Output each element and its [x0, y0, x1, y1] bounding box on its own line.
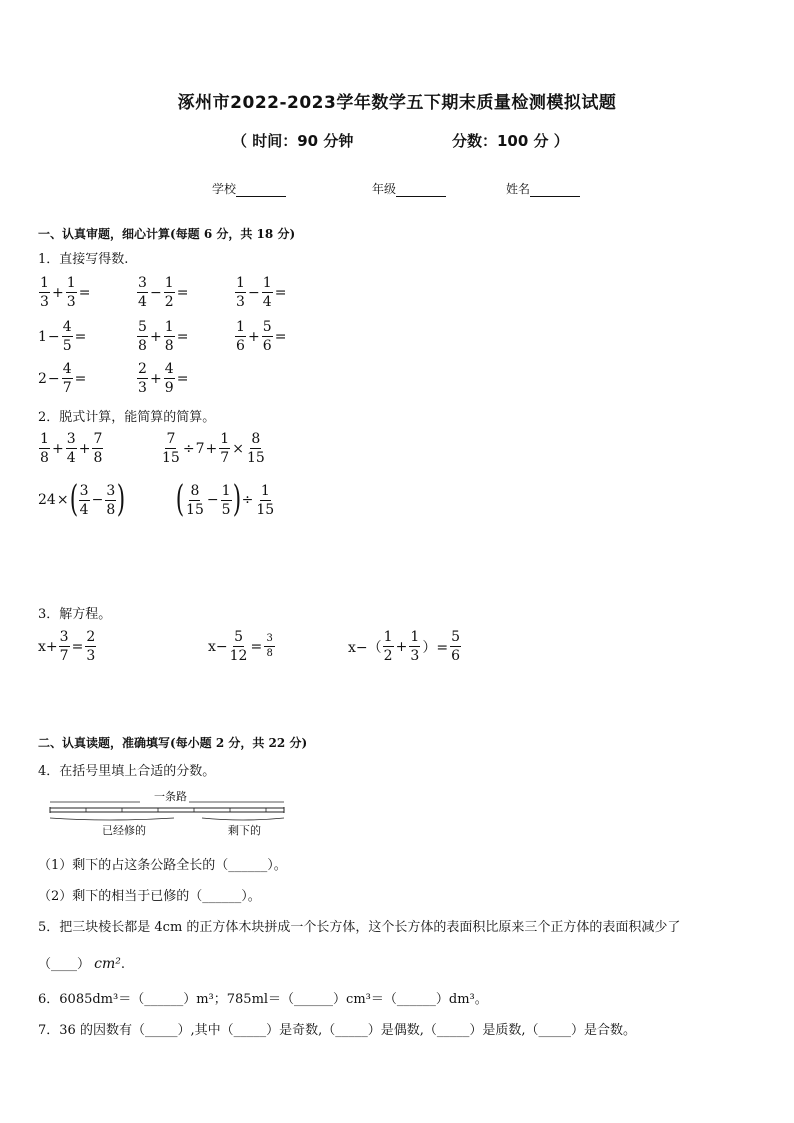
denominator: 4	[262, 294, 272, 310]
fraction	[66, 432, 77, 465]
operator: +	[205, 440, 218, 457]
operator: −	[150, 284, 162, 301]
denominator: 9	[164, 380, 174, 396]
fraction	[185, 484, 205, 517]
equals-sign: =	[74, 370, 87, 387]
numerator: 2	[138, 361, 147, 377]
number: 7	[195, 440, 205, 457]
numerator: 1	[236, 319, 245, 335]
fraction	[219, 432, 230, 465]
operator: =	[71, 638, 84, 655]
section-1-heading: 一、认真审题，细心计算(每题 6 分，共 18 分)	[38, 227, 296, 241]
number: 24	[38, 492, 56, 508]
numerator: 4	[62, 319, 72, 335]
denominator: 6	[262, 338, 272, 354]
fraction	[229, 630, 249, 663]
fraction	[39, 276, 50, 309]
denominator: 8	[93, 450, 103, 466]
operator: ÷	[182, 440, 195, 457]
done-label: 已经修的	[102, 824, 146, 837]
left-label: 剩下的	[228, 824, 261, 837]
number: 1	[38, 328, 47, 345]
grade-field	[372, 180, 446, 197]
numerator: 5	[262, 319, 272, 335]
q1-label: 1．直接写得数.	[38, 252, 129, 267]
name-blank[interactable]	[530, 184, 580, 197]
operator: −	[47, 370, 60, 387]
q2-expr-2	[160, 432, 267, 465]
fraction	[164, 276, 175, 309]
period: .	[120, 957, 126, 972]
denominator: 8	[266, 648, 273, 659]
numerator: 3	[264, 634, 275, 647]
fraction	[39, 432, 50, 465]
denominator: 5	[62, 338, 72, 354]
denominator: 6	[236, 338, 245, 354]
operator: −	[206, 492, 219, 508]
q2-label: 2．脱式计算，能简算的简算。	[38, 410, 216, 425]
grade-blank[interactable]	[396, 184, 446, 197]
q5-text: 5．把三块棱长都是 4cm 的正方体木块拼成一个长方体，这个长方体的表面积比原来三个正方体的表面积减少了	[38, 920, 681, 935]
denominator: 7	[220, 450, 230, 466]
school-field	[212, 180, 286, 197]
numerator: 2	[86, 629, 96, 645]
q1-item	[234, 320, 287, 353]
numerator: 3	[106, 482, 116, 499]
numerator: 1	[262, 275, 272, 291]
fraction	[262, 320, 273, 353]
denominator: 3	[40, 294, 49, 310]
q1-item	[38, 320, 87, 353]
right-paren: )	[117, 479, 126, 520]
operator: −	[248, 284, 260, 301]
denominator: 4	[79, 501, 89, 518]
q3-label: 3．解方程。	[38, 607, 112, 622]
fraction	[262, 276, 273, 309]
fraction	[409, 630, 420, 663]
operator: +	[52, 284, 64, 301]
q3-equation-3	[348, 630, 462, 663]
denominator: 8	[40, 450, 49, 466]
equals-sign: =	[176, 284, 189, 301]
numerator: 1	[220, 431, 230, 447]
denominator: 15	[246, 450, 265, 466]
fraction	[62, 362, 73, 395]
equals-sign: =	[274, 284, 287, 301]
denominator: 15	[256, 501, 275, 518]
equals-sign: =	[78, 284, 91, 301]
fraction	[235, 276, 246, 309]
denominator: 15	[162, 450, 180, 466]
denominator: 3	[236, 294, 245, 310]
denominator: 2	[164, 294, 174, 310]
denominator: 4	[66, 450, 76, 466]
numerator: 3	[59, 629, 69, 645]
operator: =	[250, 638, 263, 655]
operator: ×	[56, 492, 69, 508]
operator: −	[47, 328, 60, 345]
numerator: 1	[236, 275, 245, 291]
numerator: 1	[40, 275, 49, 291]
fraction	[255, 484, 275, 517]
left-paren: (	[69, 479, 78, 520]
denominator: 8	[164, 338, 174, 354]
numerator: 1	[40, 431, 49, 447]
operator: ）=	[422, 639, 449, 656]
road-label: 一条路	[154, 790, 187, 803]
name-label: 姓名	[506, 182, 531, 196]
operator: ÷	[241, 492, 254, 508]
grade-label: 年级	[372, 182, 397, 196]
equals-sign: =	[74, 328, 87, 345]
q3-equation-2	[208, 630, 276, 663]
numerator: 3	[79, 482, 89, 499]
numerator: 5	[138, 319, 147, 335]
numerator: 7	[166, 431, 176, 447]
operator: +	[52, 440, 64, 457]
denominator: 3	[66, 294, 76, 310]
numerator: 1	[66, 275, 76, 291]
fraction	[161, 432, 181, 465]
fraction	[137, 276, 148, 309]
right-paren: )	[232, 479, 241, 520]
denominator: 8	[138, 338, 147, 354]
numerator: 1	[164, 319, 174, 335]
q7-text: 7．36 的因数有（_____）,其中（_____）是奇数,（_____）是偶数,（_____）是质数,（_____）是合数。	[38, 1023, 636, 1038]
numerator: 1	[260, 482, 270, 499]
q5-answer-line	[38, 953, 125, 972]
q2-expr-3	[38, 479, 126, 520]
q4-label: 4．在括号里填上合适的分数。	[38, 764, 216, 779]
denominator: 8	[106, 501, 116, 518]
numerator: 4	[164, 361, 174, 377]
operator: −	[91, 492, 104, 508]
numerator: 5	[234, 629, 243, 645]
fraction	[246, 432, 266, 465]
q1-item	[38, 362, 87, 395]
fraction	[92, 432, 103, 465]
number: 2	[38, 370, 47, 387]
q5-blank[interactable]: （____）	[38, 957, 91, 972]
fraction	[264, 634, 275, 659]
fraction	[137, 362, 148, 395]
q6-text: 6．6085dm³＝（______）m³；785ml＝（______）cm³＝（______）dm³。	[38, 992, 488, 1007]
numerator: 7	[93, 431, 103, 447]
school-blank[interactable]	[236, 184, 286, 197]
fraction	[164, 320, 175, 353]
score-label: 分数：100 分 ）	[452, 132, 569, 150]
numerator: 1	[164, 275, 174, 291]
operator: +	[150, 328, 162, 345]
q4-sub-1: （1）剩下的占这条公路全长的（______）。	[38, 858, 287, 873]
denominator: 5	[221, 501, 231, 518]
fraction	[79, 484, 90, 517]
numerator: 3	[66, 431, 76, 447]
numerator: 3	[138, 275, 147, 291]
numerator: 5	[451, 629, 461, 645]
q1-item	[136, 320, 189, 353]
unit-label: cm²	[94, 956, 121, 972]
denominator: 7	[62, 380, 72, 396]
operator: ×	[232, 440, 244, 457]
fraction	[62, 320, 73, 353]
equals-sign: =	[176, 328, 189, 345]
variable: x−（	[348, 639, 382, 656]
operator: +	[248, 328, 260, 345]
fraction	[105, 484, 116, 517]
page-title: 涿州市2022-2023学年数学五下期末质量检测模拟试题	[177, 93, 617, 113]
denominator: 4	[138, 294, 147, 310]
numerator: 1	[383, 629, 393, 645]
q4-sub-2: （2）剩下的相当于已修的（______）。	[38, 889, 261, 904]
fraction	[66, 276, 77, 309]
denominator: 7	[59, 648, 69, 664]
q2-expr-4	[175, 479, 276, 520]
denominator: 2	[383, 648, 393, 664]
numerator: 8	[251, 431, 261, 447]
denominator: 3	[138, 380, 147, 396]
numerator: 1	[410, 629, 420, 645]
denominator: 15	[186, 501, 204, 518]
section-2-heading: 二、认真读题，准确填写(每小题 2 分，共 22 分)	[38, 736, 308, 750]
school-label: 学校	[212, 182, 237, 196]
q1-item	[136, 362, 189, 395]
numerator: 8	[190, 482, 200, 499]
road-figure	[48, 788, 288, 838]
fraction	[164, 362, 175, 395]
time-label: （ 时间：90 分钟	[232, 132, 354, 150]
fraction	[383, 630, 394, 663]
operator: +	[150, 370, 162, 387]
left-paren: (	[175, 479, 185, 520]
q1-item	[234, 276, 287, 309]
denominator: 6	[451, 648, 461, 664]
denominator: 3	[86, 648, 96, 664]
denominator: 3	[410, 648, 420, 664]
denominator: 12	[229, 648, 248, 664]
equals-sign: =	[274, 328, 287, 345]
variable: x−	[208, 638, 228, 655]
fraction	[85, 630, 96, 663]
equals-sign: =	[176, 370, 189, 387]
variable: x+	[38, 638, 58, 655]
q1-item	[38, 276, 91, 309]
fraction	[450, 630, 461, 663]
operator: +	[395, 638, 408, 655]
fraction	[235, 320, 246, 353]
fraction	[221, 484, 232, 517]
q3-equation-1	[38, 630, 97, 663]
q2-expr-1	[38, 432, 104, 465]
q1-item	[136, 276, 189, 309]
fraction	[137, 320, 148, 353]
numerator: 1	[221, 482, 231, 499]
operator: +	[78, 440, 91, 457]
name-field	[506, 180, 580, 197]
fraction	[59, 630, 70, 663]
numerator: 4	[62, 361, 72, 377]
